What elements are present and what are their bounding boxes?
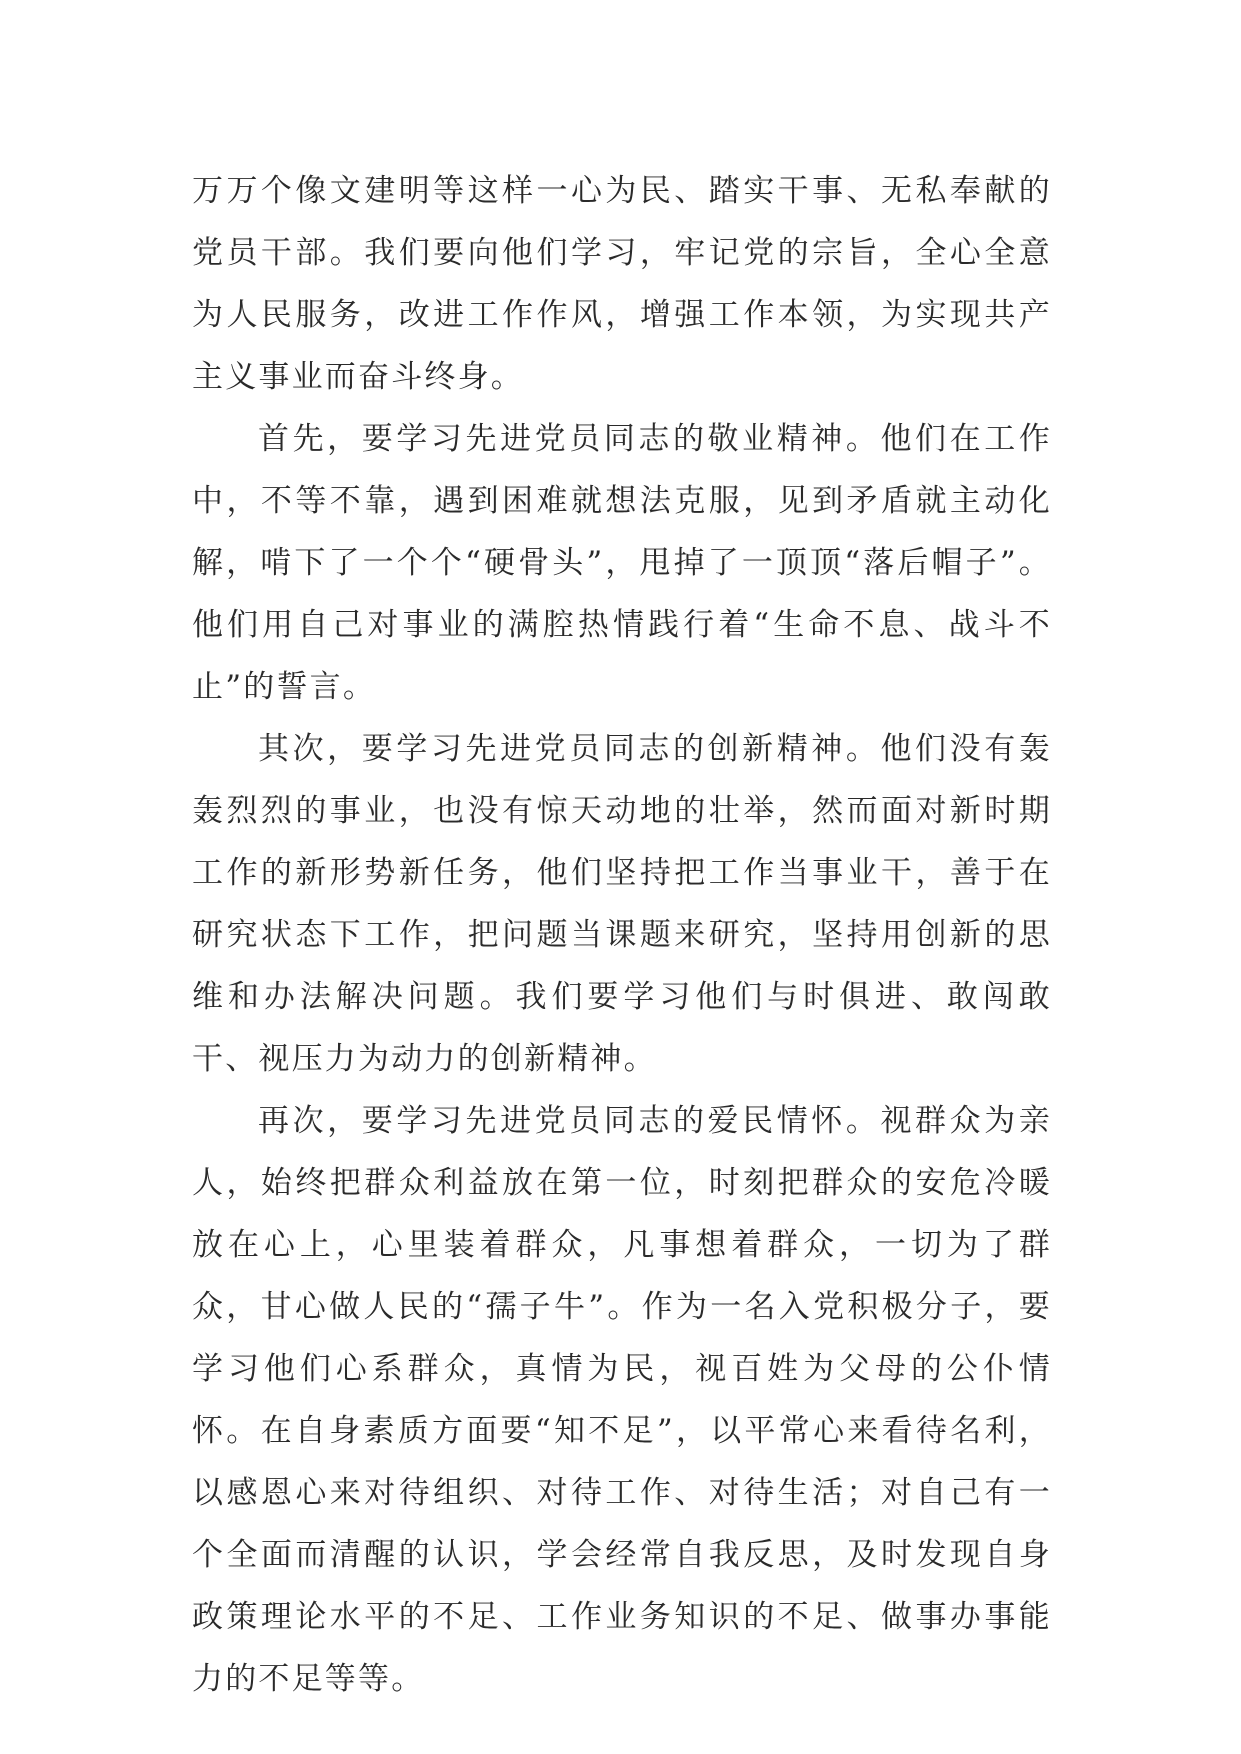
paragraph-continuation: 万万个像文建明等这样一心为民、踏实干事、无私奉献的党员干部。我们要向他们学习，牢记党的宗旨，全心全意为人民服务，改进工作作风，增强工作本领，为实现共产主义事业而奋斗终身。 (192, 173, 1052, 395)
document-body (192, 160, 1052, 1710)
paragraph-innovation-spirit: 其次，要学习先进党员同志的创新精神。他们没有轰轰烈烈的事业，也没有惊天动地的壮举，然而面对新时期工作的新形势新任务，他们坚持把工作当事业干，善于在研究状态下工作，把问题当课题来研究，坚持用创新的思维和办法解决问题。我们要学习他们与时俱进、敢闯敢干、视压力为动力的创新精神。 (192, 731, 1052, 1077)
paragraph-dedication-spirit: 首先，要学习先进党员同志的敬业精神。他们在工作中，不等不靠，遇到困难就想法克服，见到矛盾就主动化解，啃下了一个个“硬骨头”，甩掉了一顶顶“落后帽子”。他们用自己对事业的满腔热情践行着“生命不息、战斗不止”的誓言。 (192, 421, 1052, 705)
paragraph-love-for-people: 再次，要学习先进党员同志的爱民情怀。视群众为亲人，始终把群众利益放在第一位，时刻把群众的安危冷暖放在心上，心里装着群众，凡事想着群众，一切为了群众，甘心做人民的“孺子牛”。作为一名入党积极分子，要学习他们心系群众，真情为民，视百姓为父母的公仆情怀。在自身素质方面要“知不足”，以平常心来看待名利，以感恩心来对待组织、对待工作、对待生活；对自己有一个全面而清醒的认识，学会经常自我反思，及时发现自身政策理论水平的不足、工作业务知识的不足、做事办事能力的不足等等。 (192, 1103, 1052, 1697)
